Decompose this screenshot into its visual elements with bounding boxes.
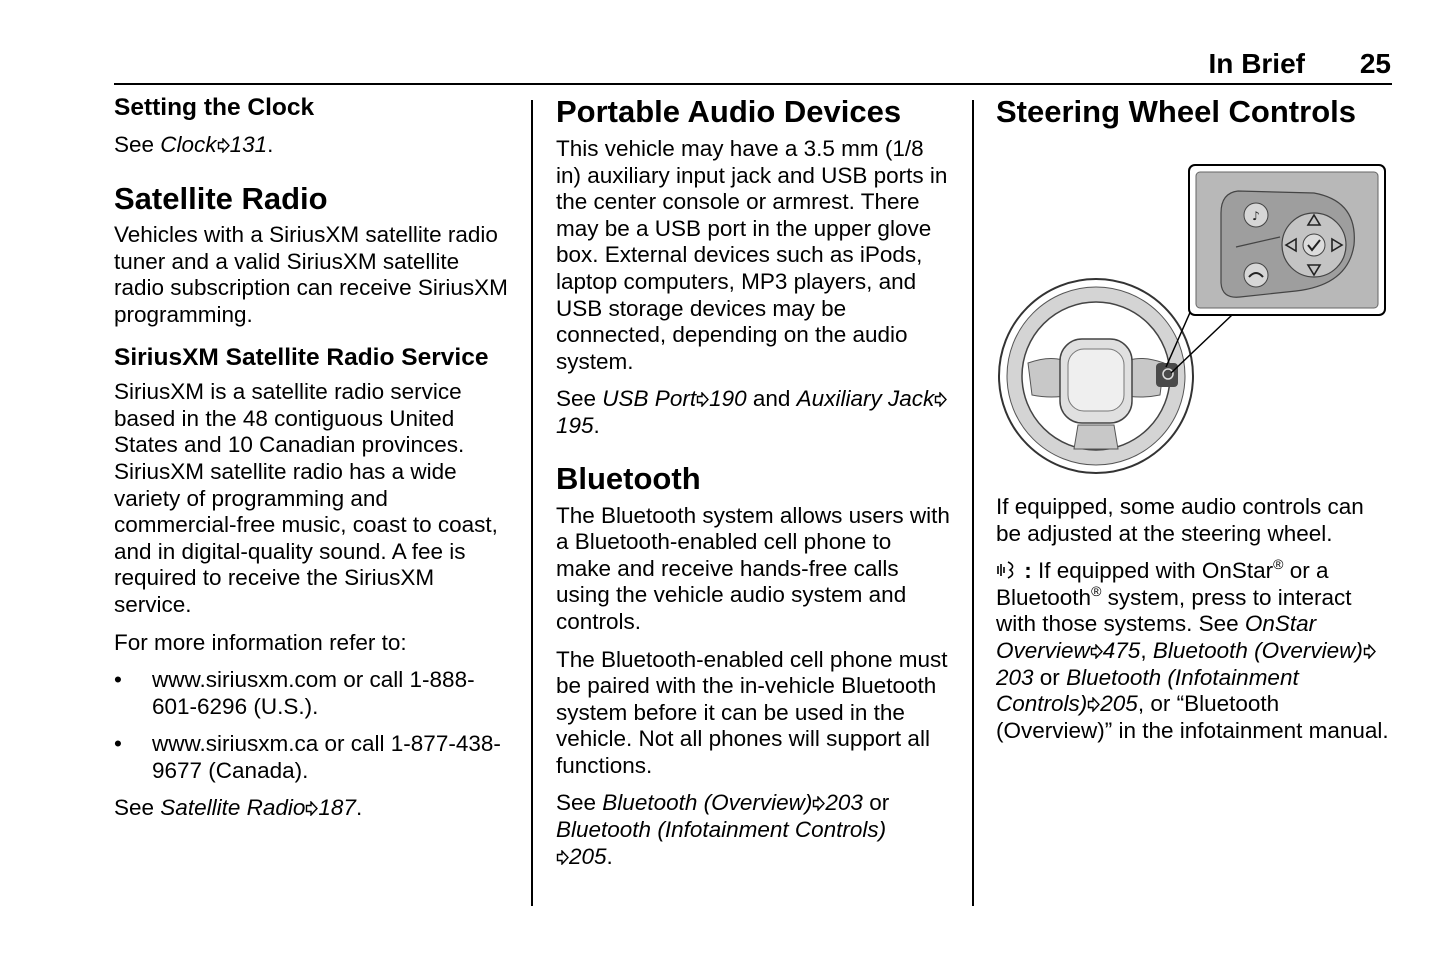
see-text: See [114,131,161,157]
registered-mark: ® [1273,556,1284,573]
description-text: or a Bluetooth [996,558,1329,610]
bullet-text: www.siriusxm.com or call 1-888-601-6296 (U.S.). [152,667,475,719]
page-number: 25 [1359,48,1391,79]
column-3 [996,93,1391,131]
period: . [593,412,600,438]
bluetooth-infotainment-link[interactable]: Bluetooth (Infotainment Controls) [556,817,887,843]
portable-audio-body: This vehicle may have a 3.5 mm (1/8 in) auxiliary input jack and USB ports in the center console or armrest. There may be a USB port in the upper glove box. External devices such as iPods, laptop computers, MP3 players, and USB storage devices may be connected, depending on the audio system. [556,136,948,374]
column-divider-right [972,100,974,906]
onstar-overview-page-ref[interactable]: 475 [1102,637,1141,663]
bluetooth-overview-page-ref[interactable]: 203 [996,664,1034,690]
satellite-radio-see-also [114,795,509,822]
onstar-overview-link[interactable]: OnStar Overview [996,611,1317,663]
period: . [606,843,613,869]
period: . [267,131,274,157]
portable-audio-see-also [556,386,951,439]
bluetooth-overview-page-ref[interactable]: 203 [825,790,863,816]
bluetooth-body-1: The Bluetooth system allows users with a Bluetooth-enabled cell phone to make and receive hands-free calls using the vehicle audio system and controls. [556,502,950,634]
clock-page-ref[interactable]: 131 [229,131,268,157]
bullet-icon: • [114,731,122,757]
bluetooth-infotainment-link[interactable]: Bluetooth (Infotainment Controls) [996,664,1299,717]
registered-mark: ® [1091,582,1102,599]
reference-arrow-icon [812,796,825,811]
siriusxm-service-body: SiriusXM is a satellite radio service based in the 48 contiguous United States and 10 Canadian provinces. SiriusXM satellite radio has a wide variety of programming and commercial-free music, coast to coast, and in digital-quality sound. A fee is required to receive the SiriusXM service. [114,379,498,617]
bullet-text: www.siriusxm.ca or call 1-877-438-9677 (Canada). [152,731,501,783]
see-text: See [114,795,161,821]
auxiliary-jack-page-ref[interactable]: 195 [556,412,594,438]
satellite-radio-body: Vehicles with a SiriusXM satellite radio tuner and a valid SiriusXM satellite radio subscription can receive SiriusXM programming. [114,222,508,327]
reference-arrow-icon [696,392,709,407]
bluetooth-see-also [556,790,951,870]
see-text: See [556,790,603,816]
or-text: or [1033,664,1067,690]
reference-arrow-icon [217,138,230,153]
reference-arrow-icon [934,392,947,407]
setting-clock-heading: Setting the Clock [114,94,315,121]
usb-port-link[interactable]: USB Port [602,386,697,412]
see-text: See [556,386,603,412]
clock-link[interactable]: Clock [160,131,217,157]
column-3-body [996,494,1391,755]
steering-wheel-illustration [996,163,1391,485]
bullet-icon: • [114,667,122,693]
svg-text:♪: ♪ [1252,209,1260,223]
comma: , [1140,637,1153,663]
reference-arrow-icon [1087,697,1100,712]
bluetooth-infotainment-page-ref[interactable]: 205 [569,843,607,869]
and-text: and [746,386,797,412]
usb-port-page-ref[interactable]: 190 [709,386,747,412]
siriusxm-service-heading: SiriusXM Satellite Radio Service [114,343,489,371]
running-header-title: In Brief [1208,48,1305,79]
colon: : [1018,558,1038,584]
portable-audio-heading: Portable Audio Devices [556,94,902,129]
period: . [355,795,363,821]
column-divider-left [531,100,533,906]
reference-arrow-icon [556,850,569,865]
description-text: system, press to interact with those systems. See [996,584,1352,637]
bluetooth-overview-link[interactable]: Bluetooth (Overview) [602,790,813,816]
or-text: or [862,790,890,816]
bluetooth-overview-link[interactable]: Bluetooth (Overview) [1152,637,1363,663]
auxiliary-jack-link[interactable]: Auxiliary Jack [796,386,935,412]
description-text: If equipped with OnStar [1038,558,1274,584]
satellite-radio-page-ref[interactable]: 187 [318,795,356,821]
more-info-text: For more information refer to: [114,629,407,655]
description-text: , or “Bluetooth (Overview)” in the infotainment manual. [996,691,1389,743]
list-item [114,667,509,720]
reference-arrow-icon [305,801,318,816]
reference-arrow-icon [1363,644,1376,659]
steering-wheel-controls-heading: Steering Wheel Controls [996,94,1356,129]
push-to-talk-icon [996,558,1018,582]
bluetooth-body-2: The Bluetooth-enabled cell phone must be paired with the in-vehicle Bluetooth system before it can be used in the vehicle. Not all phones will support all functions. [556,646,948,778]
bluetooth-infotainment-page-ref[interactable]: 205 [1100,691,1138,717]
end-call-button-icon [1244,263,1268,287]
header-rule [114,83,1392,85]
column-1 [114,93,509,833]
satellite-radio-heading: Satellite Radio [114,181,328,217]
bluetooth-heading: Bluetooth [556,460,701,496]
list-item [114,731,509,784]
select-button-icon [1303,234,1325,256]
voice-button-description [996,558,1391,744]
column-2 [556,93,951,881]
reference-arrow-icon [1090,644,1103,659]
satellite-radio-link[interactable]: Satellite Radio [160,795,306,821]
clock-see-also [114,132,509,159]
steering-wheel-controls-body: If equipped, some audio controls can be adjusted at the steering wheel. [996,494,1364,546]
